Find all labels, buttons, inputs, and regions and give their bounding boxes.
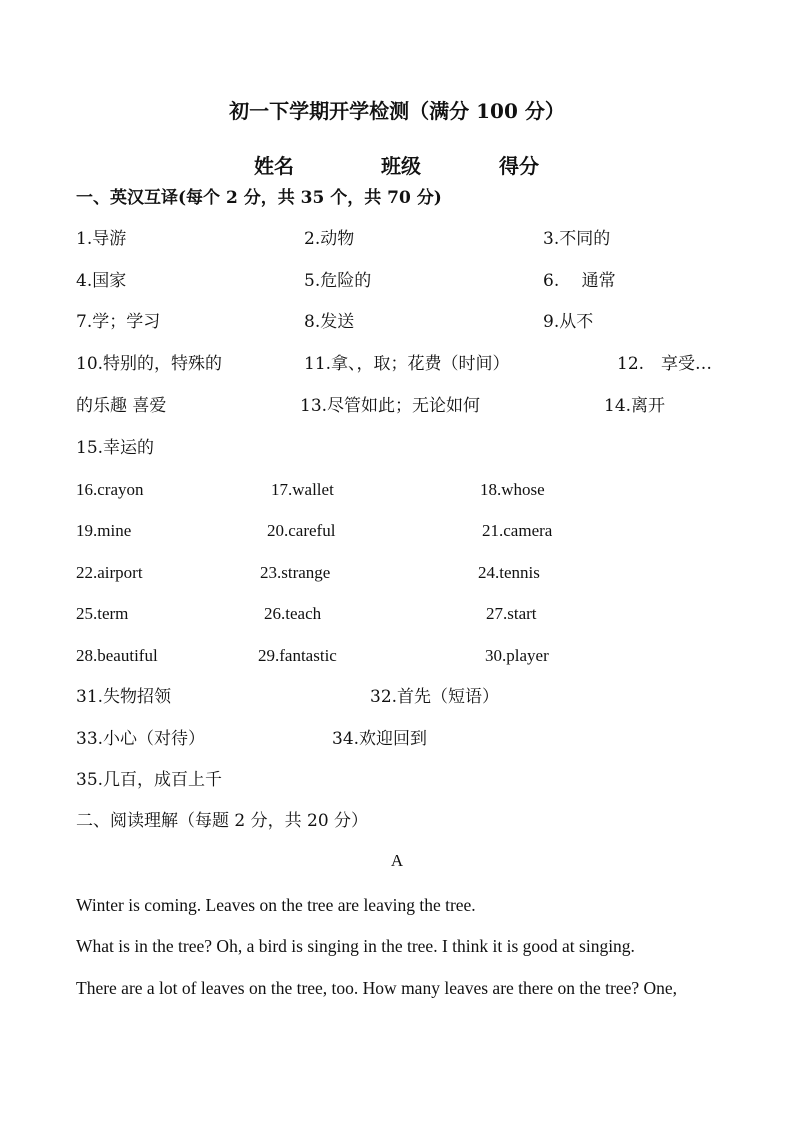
vocab-item: 18.whose bbox=[480, 480, 545, 499]
vocab-item: 16.crayon bbox=[76, 480, 144, 499]
vocab-item: 4.国家 bbox=[76, 271, 127, 291]
vocab-item: 17.wallet bbox=[271, 480, 334, 499]
vocab-item: 1.导游 bbox=[76, 229, 127, 249]
vocab-item: 7.学；学习 bbox=[76, 312, 161, 332]
vocab-item: 12. 享受… bbox=[617, 354, 713, 374]
vocab-item: 35.几百，成百上千 bbox=[76, 770, 223, 790]
vocab-item: 24.tennis bbox=[478, 563, 540, 582]
vocab-item: 26.teach bbox=[264, 604, 322, 623]
vocab-item: 30.player bbox=[485, 646, 549, 665]
vocab-item: 19.mine bbox=[76, 521, 132, 540]
passage-line: Winter is coming. Leaves on the tree are leaving the tree. bbox=[76, 895, 476, 915]
passage-line: What is in the tree? Oh, a bird is singing in the tree. I think it is good at singing. bbox=[76, 936, 635, 956]
vocab-item: 11.拿、，取；花费（时间） bbox=[304, 354, 510, 374]
vocab-item: 的乐趣 喜爱 bbox=[76, 396, 167, 416]
vocab-item: 9.从不 bbox=[543, 312, 594, 332]
vocab-item: 15.幸运的 bbox=[76, 438, 155, 458]
vocab-item: 22.airport bbox=[76, 563, 143, 582]
vocab-item: 25.term bbox=[76, 604, 129, 623]
vocab-item: 27.start bbox=[486, 604, 537, 623]
name-label: 姓名 bbox=[254, 154, 294, 178]
vocab-item: 10.特别的，特殊的 bbox=[76, 354, 223, 374]
vocab-item: 23.strange bbox=[260, 563, 331, 582]
passage-line: There are a lot of leaves on the tree, too. How many leaves are there on the tree? One, bbox=[76, 978, 678, 998]
page-title: 初一下学期开学检测（满分 100 分） bbox=[229, 99, 565, 123]
vocab-item: 6. 通常 bbox=[543, 271, 616, 291]
vocab-item: 20.careful bbox=[267, 521, 336, 540]
vocab-item: 33.小心（对待） bbox=[76, 729, 206, 749]
vocab-item: 21.camera bbox=[482, 521, 553, 540]
section1-heading: 一、英汉互译(每个 2 分，共 35 个，共 70 分) bbox=[76, 188, 442, 208]
vocab-item: 32.首先（短语） bbox=[370, 687, 500, 707]
vocab-item: 28.beautiful bbox=[76, 646, 158, 665]
vocab-item: 34.欢迎回到 bbox=[332, 729, 428, 749]
vocab-item: 3.不同的 bbox=[543, 229, 611, 249]
vocab-item: 13.尽管如此；无论如何 bbox=[300, 396, 481, 416]
passage-label: A bbox=[390, 851, 404, 870]
vocab-item: 5.危险的 bbox=[304, 271, 372, 291]
vocab-item: 8.发送 bbox=[304, 312, 355, 332]
section2-heading: 二、阅读理解（每题 2 分，共 20 分） bbox=[76, 811, 369, 831]
vocab-item: 14.离开 bbox=[604, 396, 666, 416]
class-label: 班级 bbox=[381, 154, 421, 178]
score-label: 得分 bbox=[499, 154, 539, 178]
vocab-item: 29.fantastic bbox=[258, 646, 337, 665]
vocab-item: 2.动物 bbox=[304, 229, 355, 249]
vocab-item: 31.失物招领 bbox=[76, 687, 172, 707]
